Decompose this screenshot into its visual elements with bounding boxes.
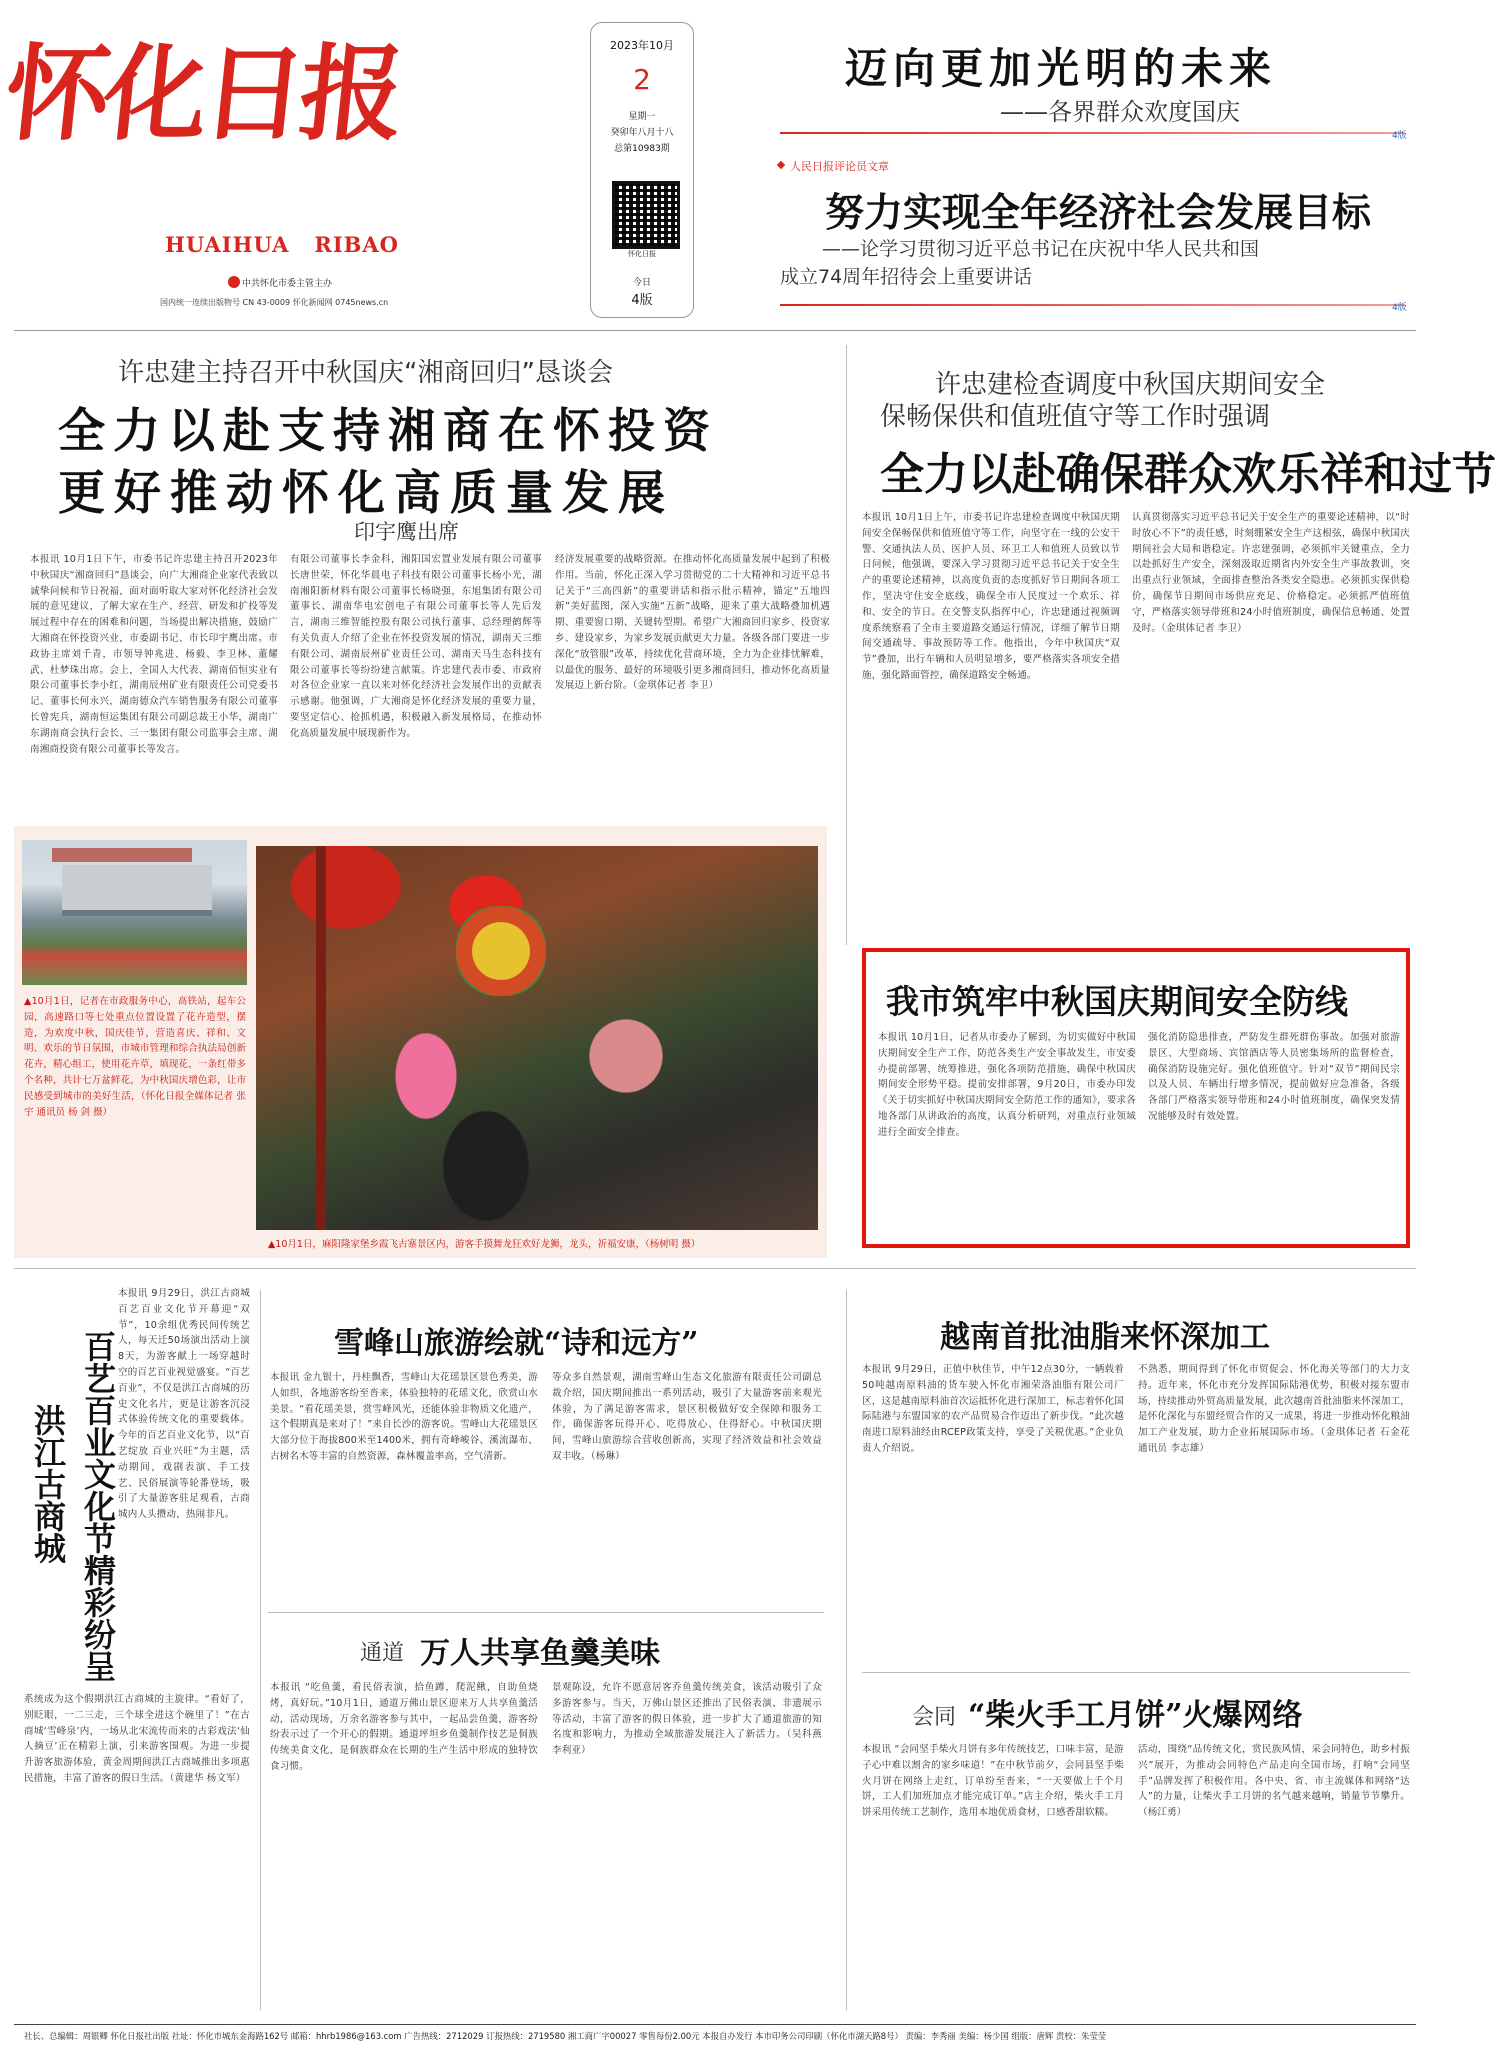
story8-kicker: 会同 [912, 1705, 957, 1730]
masthead-rule [14, 330, 1416, 331]
top-divider-1 [780, 132, 1405, 134]
story8-column-1: 本报讯 “会同坚手柴火月饼有多年传统技艺，口味丰富，是游子心中难以割舍的家乡味道！”在中秋节前夕，会同县坚手柴火月饼在网络上走红，订单纷至沓来，“一天要做上千个月饼，工人们加班加点才能完成订单。”店主介绍，柴火手工月饼采用传统工艺制作，选用本地优质食材，口感香甜软糯。 [862, 1744, 1124, 1819]
commentary-kicker: 人民日报评论员文章 [790, 160, 889, 173]
dragon-head-shape [456, 906, 546, 996]
top-headline-1: 迈向更加光明的未来 [845, 44, 1278, 93]
page-flag-1: 4版 [1392, 131, 1407, 141]
date-year-month: 2023年10月 [610, 39, 674, 52]
commentary-marker-icon [777, 161, 785, 169]
story6-title: 万人共享鱼羹美味 [420, 1636, 660, 1671]
flower-sign-shape [52, 848, 192, 862]
story5-column-2: 等众多自然景观，湖南雪峰山生态文化旅游有限责任公司副总裁介绍，国庆期间推出一系列活动，吸引了大量游客前来观光体验，为了满足游客需求，景区积极做好安全保障和服务工作，确保游客玩得开心、吃得放心、住得舒心。中秋国庆期间，雪峰山旅游综合营收创新高，实现了经济效益和社会效益双丰收。（杨琳） [552, 1372, 822, 1462]
qr-caption: 怀化日报 [628, 250, 656, 258]
column-divider [846, 345, 847, 945]
story5-title: 雪峰山旅游绘就“诗和远方” [334, 1326, 699, 1361]
top-divider-2 [780, 304, 1405, 306]
top-subline-2b: 成立74周年招待会上重要讲话 [780, 266, 1033, 288]
story1-kicker: 许忠建主持召开中秋国庆“湘商回归”恳谈会 [118, 358, 613, 388]
story6-kicker: 通道 [360, 1641, 405, 1666]
story8-title: “柴火手工月饼”火爆网络 [968, 1698, 1303, 1733]
weekday: 星期一 [628, 112, 656, 122]
page-flag-2: 4版 [1392, 303, 1407, 313]
story3-column-1: 本报讯 10月1日，记者从市委办了解到，为切实做好中秋国庆期间安全生产工作，防范各类生产安全事故发生，市安委办提前部署，统筹推进，强化各项防范措施，确保中秋国庆期间安全形势平稳。提前安排部署，9月20日，市委办印发《关于切实抓好中秋国庆期间安全防范工作的通知》，要求各地各部门从讲政治的高度，认真分析研判，对重点行业领域进行全面安全排查。 [878, 1032, 1136, 1138]
story3-title: 我市筑牢中秋国庆期间安全防线 [886, 982, 1348, 1021]
story1-title-line2: 更好推动怀化高质量发展 [58, 466, 674, 521]
story6-column-1: 本报讯 “吃鱼羹，看民俗表演，拾鱼蹲，爬泥鳅，自助鱼烧烤，真好玩。”10月1日，通道万佛山景区迎来万人共享鱼羹活动，活动现场，万余名游客参与其中，一起品尝鱼羹，游客纷纷表示过了一个开心的假期。通道坪坦乡鱼羹制作技艺是侗族传统美食文化，是侗族群众在长期的生产生活中形成的独特饮食习惯。 [270, 1682, 538, 1772]
column-divider-right [846, 1290, 847, 2010]
lantern-shape [316, 846, 326, 1230]
column-divider-story4 [260, 1290, 261, 2010]
today-label: 今日 [632, 278, 651, 288]
issue-number: 总第10983期 [614, 144, 670, 154]
story6-column-2: 景观陈设，允许不愿意居客乔鱼羹传统美食，该活动吸引了众多游客参与。当天，万佛山景区还推出了民俗表演、非遗展示等活动，丰富了游客的假日体验，进一步扩大了通道旅游的知名度和影响力，为推动全域旅游发展注入了新活力。（吴科燕 李利亚） [552, 1682, 822, 1757]
top-subline-1: ——各界群众欢度国庆 [1000, 98, 1240, 126]
building-shape [62, 865, 212, 916]
footer-imprint: 社长、总编辑：周银卿 怀化日报社出版 社址：怀化市城东金海路162号 邮箱：hhrb1986@163.com 广告热线：2712029 订报热线：2719580 湘工商广字00027 零售每份2.00元 本报自办发行 本市印务公司印刷（怀化市湖天路8号） 责编：李秀丽 美编：杨少国 组版：唐辉 责校：朱莹莹 [24, 2031, 1107, 2041]
story2-kicker: 许忠建检查调度中秋国庆期间安全 [935, 370, 1326, 400]
masthead-license: 国内统一连续出版物号 CN 43-0009 怀化新闻网 0745news.cn [160, 298, 389, 307]
qr-code-icon [612, 181, 680, 249]
story1-title-line1: 全力以赴支持湘商在怀投资 [58, 404, 718, 459]
masthead-pinyin: HUAIHUA RIBAO [165, 232, 399, 257]
date-box [590, 22, 694, 318]
right-photo [256, 846, 818, 1230]
story2-column-2: 认真贯彻落实习近平总书记关于安全生产的重要论述精神，以“时时放心不下”的责任感，时刻绷紧安全生产这根弦，确保中秋国庆期间社会大局和谐稳定。许忠建强调，必须抓牢关键重点，全力以赴抓好生产安全，深刻汲取近期省内外安全生产事故教训，突出重点行业领域，全面排查整治各类安全隐患。必须抓实保供稳价，确保节日期间市场供应充足、价格稳定。必须抓严值班值守，严格落实领导带班和24小时值班制度，确保信息畅通、处置及时。（金琪体记者 李卫） [1132, 512, 1410, 634]
right-photo-caption: ▲10月1日，麻阳隆家堡乡霞飞古寨景区内，游客手摸舞龙狂欢好龙狮，龙头，祈福安康，（杨树明 摄） [268, 1239, 701, 1250]
sponsor-logo-icon [228, 276, 240, 288]
story7-column-2: 不熟悉，期间得到了怀化市贸促会、怀化海关等部门的大力支持。近年来，怀化市充分发挥国际陆港优势，积极对接东盟市场，持续推动外贸高质量发展，此次越南首批油脂来怀深加工，是怀化深化与东盟经贸合作的又一成果，将进一步推动怀化粮油加工产业发展，助力企业拓展国际市场。（金琪体记者 石金花 通讯员 李志雄） [1138, 1364, 1410, 1454]
story1-byline: 印宇鹰出席 [354, 520, 459, 544]
story7-title: 越南首批油脂来怀深加工 [940, 1320, 1270, 1355]
left-photo [22, 840, 247, 985]
story5-column-1: 本报讯 金九银十，丹桂飘香，雪峰山大花瑶景区景色秀美，游人如织，各地游客纷至沓来，体验独特的花瑶文化，欣赏山水美景。“看花瑶美景，赏雪峰风光，还能体验非物质文化遗产，这个假期真是来对了！”来自长沙的游客说。雪峰山大花瑶景区大部分位于海拔800米至1400米，拥有奇峰峻谷、溪流瀑布、古树名木等丰富的自然资源，森林覆盖率高，空气清新。 [270, 1372, 538, 1462]
footer-rule [14, 2024, 1416, 2025]
story2-title: 全力以赴确保群众欢乐祥和过节 [880, 449, 1496, 500]
top-headline-2: 努力实现全年经济社会发展目标 [825, 190, 1372, 236]
story1-column-3: 经济发展重要的战略资源。在推动怀化高质量发展中起到了积极作用。当前，怀化正深入学习贯彻党的二十大精神和习近平总书记关于“三高四新”的重要讲话和指示批示精神，锚定“五地四新”美好蓝图，深入实施“五新”战略，迎来了重大战略叠加机遇期、重要窗口期、关键转型期。希望广大湘商回归家乡、投资家乡、建设家乡，为家乡发展贡献更大力量。各级各部门要进一步深化“放管服”改革，持续优化营商环境，全力为企业排忧解难，以最优的服务、最好的环境吸引更多湘商回归，推动怀化高质量发展迈上新台阶。（金琪体记者 李卫） [555, 554, 830, 692]
story2-kicker-2: 保畅保供和值班值守等工作时强调 [880, 402, 1271, 432]
story2-column-1: 本报讯 10月1日上午，市委书记许忠建检查调度中秋国庆期间安全保畅保供和值班值守等工作，向坚守在一线的公安干警、交通执法人员、医护人员、环卫工人和值班人员致以节日问候，他强调，要深入学习贯彻习近平总书记关于安全生产的重要论述精神，以高度负责的态度抓好节日期间各项工作，坚决守住安全底线，确保全市人民度过一个欢乐、祥和、安全的节日。在交警支队指挥中心，许忠建通过视频调度系统察看了全市主要道路交通运行情况，详细了解节日期间交通疏导、事故预防等工作。他指出，今年中秋国庆“双节”叠加，出行车辆和人员明显增多，要严格落实各项安全措施，强化路面管控，确保道路安全畅通。 [862, 512, 1120, 681]
story8-column-2: 活动，围绕“品传统文化，赏民族风情，采会同特色，助乡村振兴”展开，为推动会同特色产品走向全国市场，打响“会同坚手”品牌发挥了积极作用。各中央、省、市主流媒体和网络“达人”的力量，让柴火手工月饼的名气越来越响，销量节节攀升。（杨江勇） [1138, 1744, 1410, 1819]
top-subline-2a: ——论学习贯彻习近平总书记在庆祝中华人民共和国 [822, 238, 1260, 260]
story7-column-1: 本报讯 9月29日，正值中秋佳节，中午12点30分，一辆载着50吨越南原料油的货车驶入怀化市湘荣洛油脂有限公司厂区，这是越南原料油首次运抵怀化进行深加工，标志着怀化国际陆港与东盟国家的农产品贸易合作迈出了新步伐。“此次越南进口原料油经由RCEP政策支持，享受了关税优惠。”企业负责人介绍说。 [862, 1364, 1124, 1454]
section-rule [14, 1268, 1416, 1269]
date-day: 2 [633, 63, 651, 96]
story4-title: 百艺百业文化节精彩纷呈 [79, 1330, 117, 1682]
story4-subtitle: 洪江古商城 [29, 1404, 67, 1564]
masthead-sponsor: 中共怀化市委主管主办 [242, 279, 333, 289]
masthead-logo: 怀化日报 [0, 32, 405, 155]
story3-column-2: 强化消防隐患排查，严防发生群死群伤事故。加强对旅游景区、大型商场、宾馆酒店等人员密集场所的监督检查，确保消防设施完好。强化值班值守。针对“双节”期间民宗以及人员、车辆出行增多情况，提前做好应急准备，各级各部门严格落实领导带班和24小时值班制度，确保突发情况能够及时有效处置。 [1148, 1032, 1400, 1122]
story1-column-1: 本报讯 10月1日下午，市委书记许忠建主持召开2023年中秋国庆“湘商回归”恳谈会，向广大湘商企业家代表致以诚挚问候和节日祝福，面对面听取大家对怀化经济社会发展的意见建议，了解大家在生产、经营、研发和扩投等发展过程中存在的困难和问题，当场提出解决措施，鼓励广大湘商在怀投资兴业，市委副书记、市长印宇鹰出席。市政协主席刘千青，市领导钟兆进、杨毅、李卫林、董耀武、杜梦珠出席。会上，全国人大代表、湖南佰恒实业有限公司董事长李小红，湖南辰州矿业有限责任公司党委书记、董事长何永兴，湖南德众汽车销售服务有限公司董事长曾宪兵，湖南恒运集团有限公司副总裁王小华，湖南广东湖南商会执行会长、三一集团有限公司监事会主席、湖南湘商投资有限公司董事长等发言。 [30, 554, 278, 755]
left-photo-caption: ▲10月1日，记者在市政服务中心，高铁站，起车公园，高速路口等七处重点位置设置了花卉造型，摆造，为欢度中秋，国庆佳节，营造喜庆、祥和、文明、欢乐的节日氛围，市城市管理和综合执法局创新花卉，精心组工，使用花卉草，填现花，一条红带多个名种，共计七万盆鲜花，为中秋国庆增色彩，让市民感受到城市的美好生活，（怀化日报全媒体记者 张 宇 通讯员 杨 剑 摄） [24, 996, 246, 1118]
story5-rule [268, 1612, 824, 1613]
story4-column-full: 系统成为这个假期洪江古商城的主旋律。“看好了，别眨眼，一二三走，三个球全进这个碗里了！”在古商城‘雪峰泉’内，一场从北宋流传而来的古彩戏法‘仙人摘豆’正在精彩上演，引来游客围观。为进一步提升游客旅游体验，黄金周期间洪江古商城推出多项惠民措施，丰富了游客的假日生活。（黄建华 杨文军） [24, 1694, 250, 1784]
page-count: 4版 [631, 293, 653, 308]
lunar-date: 癸卯年八月十八 [610, 128, 674, 138]
story7-rule [862, 1672, 1410, 1673]
story1-column-2: 有限公司董事长李金科，湘阳国宏置业发展有限公司董事长唐世荣，怀化华晨电子科技有限公司董事长杨小光，湖南湘阳新材料有限公司董事长杨晓强，东旭集团有限公司董事长、湖南华电宏创电子有限公司董事长等人先后发言，湖南三维智能控股有限公司执行董事、总经理鹤辉等有关负责人介绍了企业在怀投资发展的情况，湖南天三维有限公司、湖南辰州矿业责任公司、湖南天马生态科技有限公司董事长等纷纷建言献策。许忠建代表市委、市政府对各位企业家一直以来对怀化经济社会发展作出的贡献表示感谢。他强调，广大湘商是怀化经济发展的重要力量，要坚定信心、抢抓机遇，积极融入新发展格局，在推动怀化高质量发展中展现新作为。 [290, 554, 542, 739]
story4-column: 本报讯 9月29日，洪江古商城百艺百业文化节开幕迎“双节”，10余组优秀民间传统艺人，每天迁50场演出活动上演8天，为游客献上一场穿越时空的百艺百业视觉盛宴。“百艺百业”，不仅是洪江古商城的历史文化名片，更是让游客沉浸式体验传统文化的重要载体。今年的百艺百业文化节，以“百艺绽放 百业兴旺”为主题，活动期间，戏剧表演、手工技艺、民俗展演等轮番登场，吸引了大量游客驻足观看，古商城内人头攒动，热闹非凡。 [118, 1288, 250, 1521]
